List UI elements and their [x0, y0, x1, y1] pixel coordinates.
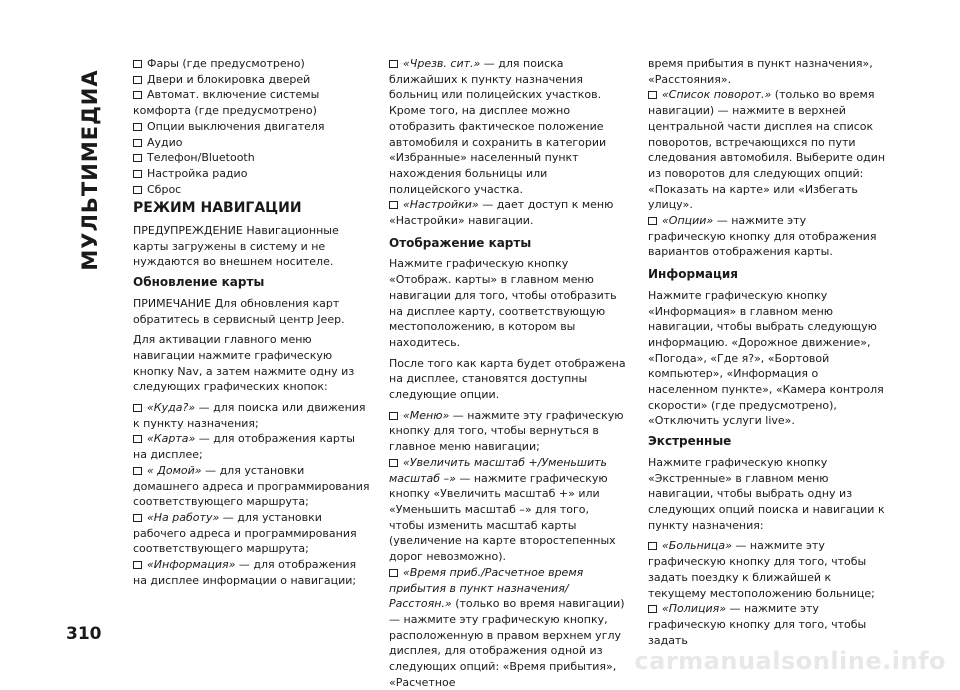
checkbox-bullet-icon	[389, 569, 398, 577]
list-item	[389, 455, 627, 565]
option-name: «Чрезв. сит.»	[403, 57, 481, 70]
list-item	[389, 565, 627, 690]
paragraph: Для активации главного меню навигации нажмите графическую кнопку Nav, а затем нажмите одну из следующих графических кнопок:	[133, 333, 355, 394]
option-desc: (только во время навигации) — нажмите в верхней центральной части дисплея на список поворотов, встречающихся по пути следования автомобиля. Выберите один из поворотов для следующих опций: «Показать на карте» или «Избегать улицу».	[648, 88, 886, 212]
paragraph: ПРИМЕЧАНИЕ Для обновления карт обратитесь в сервисный центр Jeep.	[133, 296, 345, 326]
column-3	[648, 56, 886, 648]
list-item-text: Опции выключения двигателя	[147, 119, 325, 133]
list-item	[133, 182, 371, 198]
option-name: «Увеличить масштаб +/Уменьшить масштаб –»	[389, 455, 608, 485]
checkbox-bullet-icon	[648, 91, 657, 99]
list-item	[389, 197, 627, 228]
heading-map-update: Обновление карты	[133, 275, 265, 290]
option-name: «Куда?»	[147, 401, 196, 415]
heading-map-display: Отображение карты	[389, 235, 532, 250]
option-desc: — для отображения карты на дисплее;	[133, 432, 355, 462]
checkbox-bullet-icon	[133, 60, 142, 68]
option-name: «Меню»	[403, 408, 450, 422]
heading-emergency: Экстренные	[648, 434, 732, 449]
option-desc: — дает доступ к меню «Настройки» навигации.	[389, 198, 614, 228]
checkbox-bullet-icon	[389, 412, 398, 420]
page-number: 310	[66, 624, 102, 644]
option-name: «Список поворот.»	[662, 88, 772, 102]
list-item	[648, 601, 886, 648]
list-item	[133, 150, 371, 166]
checkbox-bullet-icon	[133, 561, 142, 569]
list-item	[648, 538, 886, 601]
column-2	[389, 56, 627, 690]
checkbox-bullet-icon	[389, 459, 398, 467]
list-item	[133, 56, 371, 72]
list-item	[389, 408, 627, 455]
list-item	[133, 463, 371, 510]
paragraph: Нажмите графическую кнопку «Информация» в главном меню навигации, чтобы выбрать следующую информацию. «Дорожное движение», «Погода», «Где я?», «Бортовой компьютер», «Информация о населенном пункте», «Камера контроля скорости» (где предусмотрено), «Отключить услуги live».	[648, 288, 884, 428]
list-item	[133, 510, 371, 557]
checkbox-bullet-icon	[133, 76, 142, 84]
option-desc: — нажмите эту графическую кнопку для того, чтобы вернуться в главное меню навигации;	[389, 408, 624, 454]
option-name: «Карта»	[147, 432, 196, 446]
heading-navigation-mode: РЕЖИМ НАВИГАЦИИ	[133, 200, 302, 217]
list-item	[648, 213, 886, 260]
checkbox-bullet-icon	[133, 91, 142, 99]
list-item-text: Сброс	[147, 182, 182, 196]
checkbox-bullet-icon	[389, 60, 398, 68]
checkbox-bullet-icon	[133, 139, 142, 147]
checkbox-bullet-icon	[389, 201, 398, 209]
watermark: carmanualsonline.info	[634, 647, 946, 675]
list-item-text: Автомат. включение системы комфорта (где предусмотрено)	[133, 88, 320, 118]
option-name: « Домой»	[147, 463, 202, 477]
checkbox-bullet-icon	[133, 154, 142, 162]
option-desc: — нажмите графическую кнопку «Увеличить масштаб +» или «Уменьшить масштаб –» для того, чтобы изменить масштаб карты (увеличение на карте второстепенных дорог невозможно).	[389, 471, 616, 564]
checkbox-bullet-icon	[133, 467, 142, 475]
list-item-text: Настройка радио	[147, 166, 248, 180]
list-item	[133, 400, 371, 431]
checkbox-bullet-icon	[648, 605, 657, 613]
option-desc: (только во время навигации) — нажмите эту графическую кнопку, расположенную в правом верхнем углу дисплея, для отображения одной из следующих опций: «Время прибытия», «Расчетное	[389, 597, 625, 689]
checkbox-bullet-icon	[133, 170, 142, 178]
option-desc: — для поиска ближайших к пункту назначения больниц или полицейских участков. Кроме того, на дисплее можно отобразить фактическое положение автомобиля и сохранить в категории «Избранные» населенный пункт нахождения больницы или полицейского участка.	[389, 57, 607, 196]
paragraph: Нажмите графическую кнопку «Отображ. карты» в главном меню навигации для того, чтобы отобразить на дисплее карту, соответствующую местоположению, в котором вы находитесь.	[389, 257, 617, 349]
column-1	[133, 56, 371, 589]
checkbox-bullet-icon	[133, 435, 142, 443]
option-name: «На работу»	[147, 510, 220, 524]
checkbox-bullet-icon	[133, 123, 142, 131]
paragraph: время прибытия в пункт назначения», «Расстояния».	[648, 57, 873, 86]
heading-information: Информация	[648, 267, 738, 282]
list-item	[133, 135, 371, 151]
option-name: «Настройки»	[403, 198, 479, 212]
list-item	[133, 87, 371, 118]
list-item	[133, 166, 371, 182]
list-item	[133, 72, 371, 88]
list-item	[648, 87, 886, 213]
option-name: «Время приб./Расчетное время прибытия в пункт назначения/Расстоян.»	[389, 565, 584, 611]
option-desc: — для поиска или движения к пункту назначения;	[133, 401, 366, 430]
paragraph: Нажмите графическую кнопку «Экстренные» в главном меню навигации, чтобы выбрать одну из следующих опций поиска и навигации к пункту назначения:	[648, 455, 885, 532]
option-desc: — для установки рабочего адреса и программирования соответствующего маршрута;	[133, 510, 357, 556]
list-item-text: Телефон/Bluetooth	[147, 151, 255, 165]
option-desc: — для установки домашнего адреса и программирования соответствующего маршрута;	[133, 463, 370, 509]
list-item	[133, 431, 371, 462]
checkbox-bullet-icon	[133, 514, 142, 522]
section-side-title	[73, 60, 107, 280]
option-name: «Больница»	[662, 539, 732, 553]
paragraph: ПРЕДУПРЕЖДЕНИЕ Навигационные карты загружены в систему и не нуждаются во внешнем носителе.	[133, 224, 339, 269]
list-item	[133, 557, 371, 588]
side-title-text: МУЛЬТИМЕДИА	[78, 69, 102, 271]
option-desc: — для отображения на дисплее информации о навигации;	[133, 558, 357, 587]
list-item	[389, 56, 627, 197]
list-item	[133, 119, 371, 135]
list-item-text: Аудио	[147, 135, 183, 149]
checkbox-bullet-icon	[133, 404, 142, 412]
option-desc: — нажмите эту графическую кнопку для отображения вариантов отображения карты.	[648, 214, 877, 259]
checkbox-bullet-icon	[648, 217, 657, 225]
option-name: «Полиция»	[662, 602, 727, 616]
option-name: «Информация»	[147, 558, 236, 572]
checkbox-bullet-icon	[648, 542, 657, 550]
option-desc: — нажмите эту графическую кнопку для того, чтобы задать поездку к ближайшей к текущему местоположению больнице;	[648, 539, 875, 600]
paragraph: После того как карта будет отображена на дисплее, становятся доступны следующие опции.	[389, 356, 626, 402]
list-item-text: Фары (где предусмотрено)	[147, 57, 305, 70]
list-item-text: Двери и блокировка дверей	[147, 72, 311, 86]
option-desc: — нажмите эту графическую кнопку для того, чтобы задать	[648, 602, 867, 647]
option-name: «Опции»	[662, 214, 714, 228]
checkbox-bullet-icon	[133, 186, 142, 194]
